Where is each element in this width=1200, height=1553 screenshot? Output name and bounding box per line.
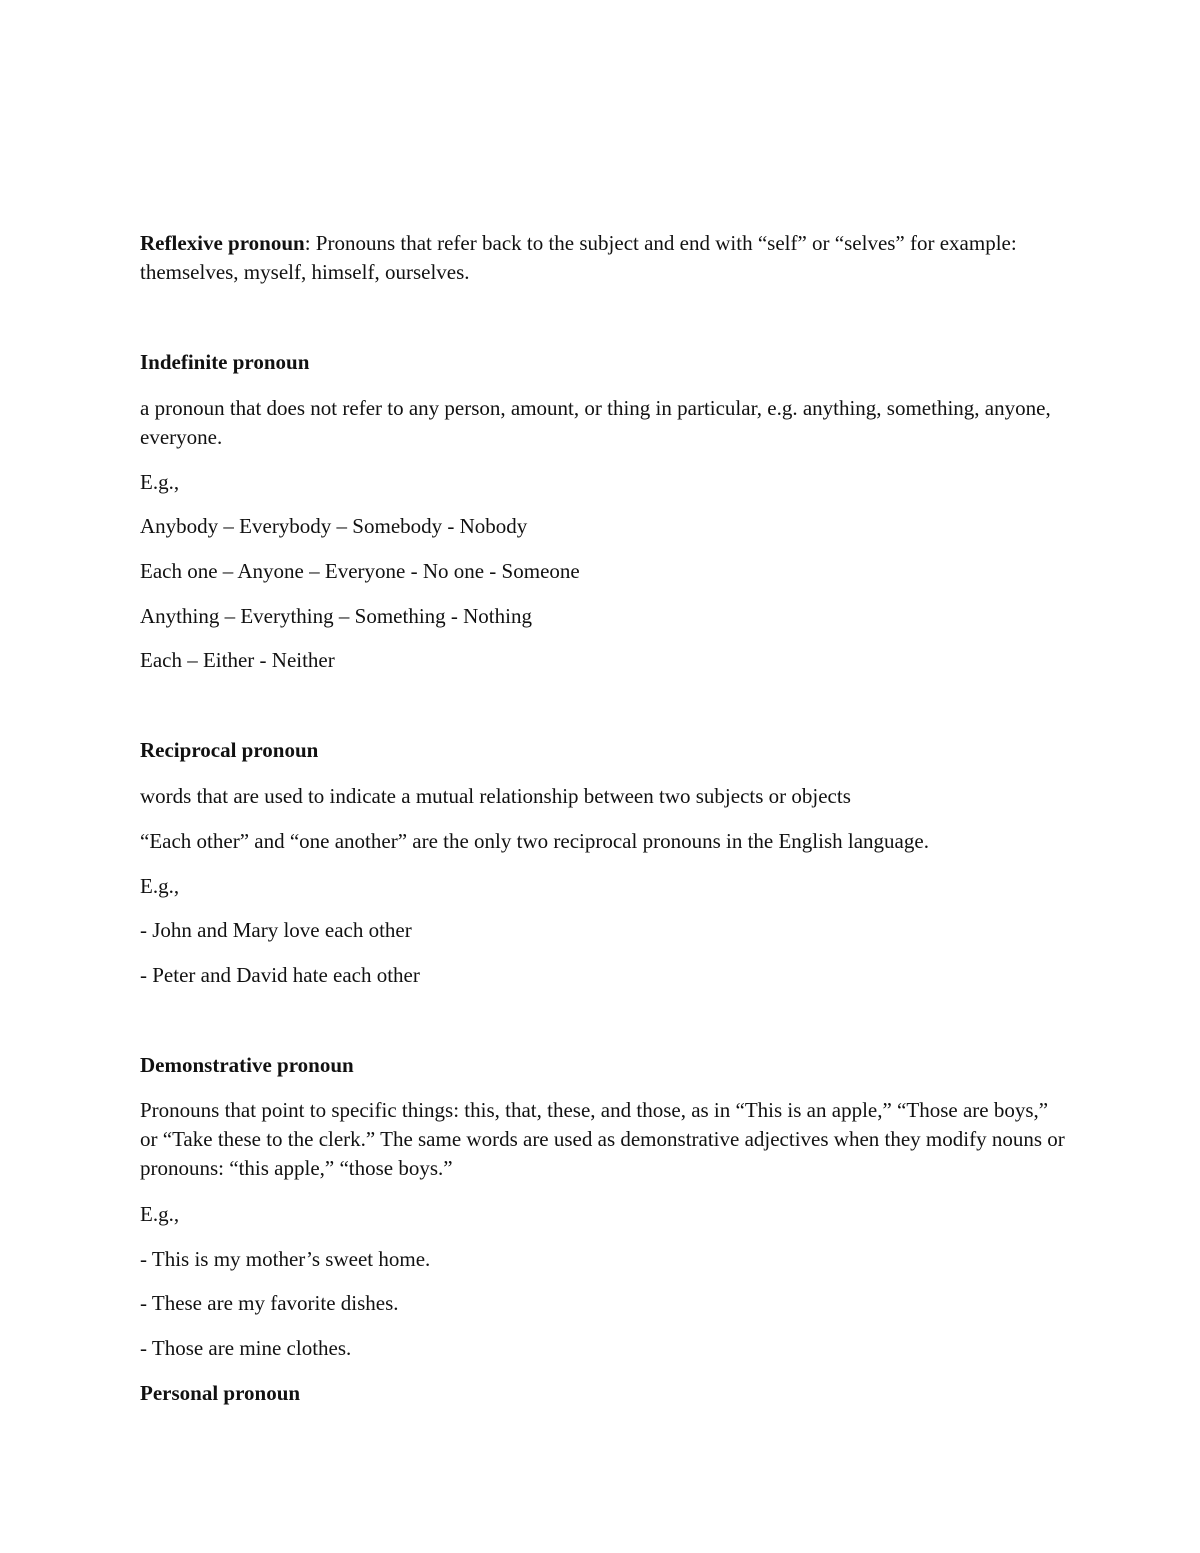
demonstrative-eg-label: E.g., — [140, 1202, 180, 1226]
reciprocal-eg-label: E.g., — [140, 874, 180, 898]
reflexive-heading: Reflexive pronoun — [140, 231, 305, 255]
reciprocal-example: - Peter and David hate each other — [140, 963, 420, 987]
indefinite-example: Anything – Everything – Something - Nothing — [140, 604, 532, 628]
indefinite-example: Each – Either - Neither — [140, 648, 335, 672]
reciprocal-definition: words that are used to indicate a mutual relationship between two subjects or objects — [140, 784, 851, 808]
indefinite-example: Each one – Anyone – Everyone - No one - Someone — [140, 559, 580, 583]
reflexive-paragraph — [140, 229, 1070, 287]
indefinite-definition: a pronoun that does not refer to any person, amount, or thing in particular, e.g. anything, something, anyone, everyone. — [140, 396, 1051, 449]
demonstrative-example: - These are my favorite dishes. — [140, 1291, 399, 1315]
indefinite-heading: Indefinite pronoun — [140, 350, 310, 374]
reflexive-definition: : Pronouns that refer back to the subject and end with “self” or “selves” for example: themselves, myself, himself, ourselves. — [140, 231, 1017, 284]
demonstrative-heading: Demonstrative pronoun — [140, 1053, 354, 1077]
indefinite-example: Anybody – Everybody – Somebody - Nobody — [140, 514, 528, 538]
reciprocal-note: “Each other” and “one another” are the only two reciprocal pronouns in the English language. — [140, 829, 929, 853]
personal-heading: Personal pronoun — [140, 1381, 301, 1405]
demonstrative-definition: Pronouns that point to specific things: this, that, these, and those, as in “This is an apple,” “Those are boys,” or “Take these to the clerk.” The same words are used as demonstrative adjectives when they modify nouns or pronouns: “this apple,” “those boys.” — [140, 1098, 1065, 1180]
reciprocal-heading: Reciprocal pronoun — [140, 738, 319, 762]
demonstrative-example: - This is my mother’s sweet home. — [140, 1247, 431, 1271]
indefinite-eg-label: E.g., — [140, 470, 180, 494]
reciprocal-example: - John and Mary love each other — [140, 918, 412, 942]
demonstrative-example: - Those are mine clothes. — [140, 1336, 352, 1360]
